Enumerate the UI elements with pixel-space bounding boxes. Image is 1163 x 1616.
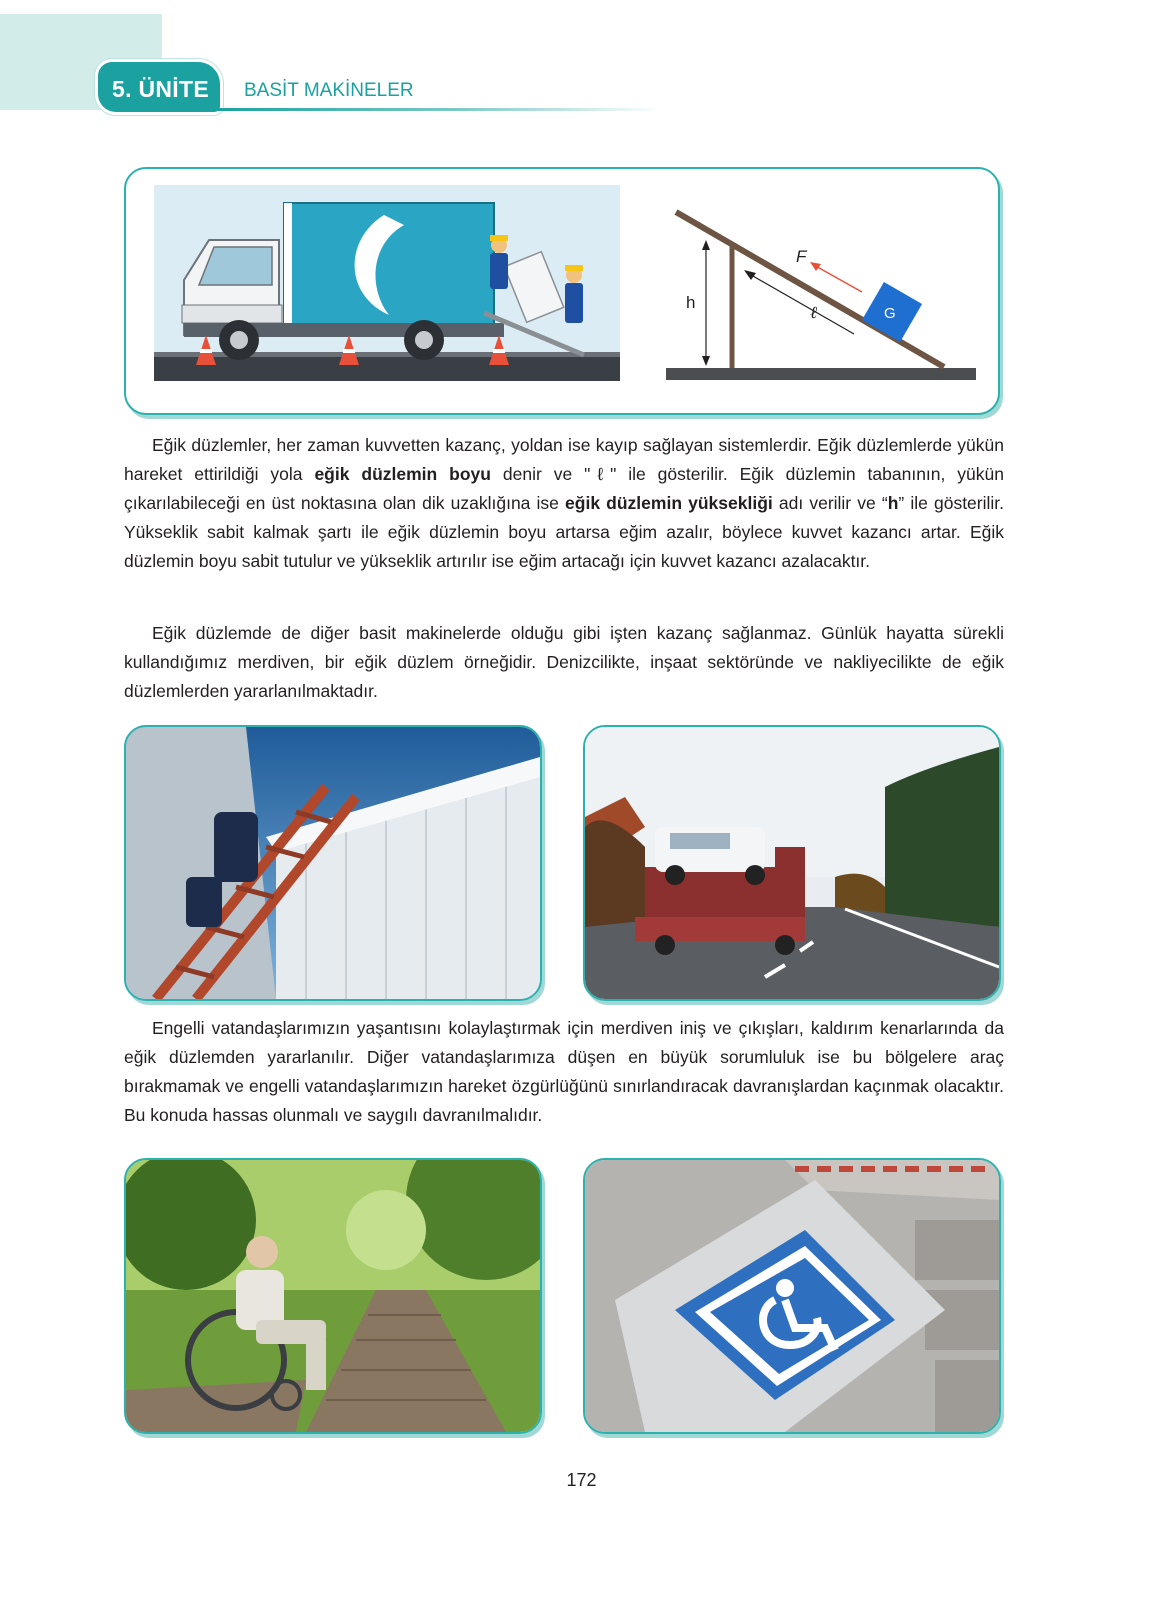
force-label: F: [796, 247, 807, 266]
photo-accessibility-ramp: [583, 1158, 1001, 1434]
paragraph-inclined-plane-definition: [124, 431, 1004, 576]
truck-ramp-illustration: [154, 185, 620, 381]
height-label: h: [686, 293, 696, 312]
photo-ladder: [124, 725, 542, 1001]
term-incline-length: eğik düzlemin boyu: [314, 464, 491, 484]
inclined-plane-diagram: [664, 200, 978, 384]
length-label: ℓ: [810, 303, 818, 322]
photo-car-carrier: [583, 725, 1001, 1001]
weight-label: G: [884, 305, 896, 322]
photo-wheelchair-ramp: [124, 1158, 542, 1434]
header-rule: [212, 108, 662, 111]
page-number: 172: [566, 1470, 597, 1490]
paragraph1-text-3: adı verilir ve “: [772, 493, 888, 513]
paragraph1-text-4: ” ile gösterilir. Yükseklik sabit kalmak şartı ile eğik düzlemin boyu artarsa eğim azalır, böylece kuvvet kazancı artar. Eğik düzlemin boyu sabit tutulur ve yükseklik artırılır ise eğim artacağı için kuvvet kazancı azalacaktır.: [124, 493, 1005, 571]
paragraph3-text: Engelli vatandaşlarımızın yaşantısını kolaylaştırmak için merdiven iniş ve çıkışları, kaldırım kenarlarında da eğik düzlemden yararlanılır. Diğer vatandaşlarımıza düşen en büyük sorumluluk ise bu bölgelere araç bırakmamak ve engelli vatandaşlarımızın hareket özgürlüğünü sınırlandıracak davranışlardan kaçınmak olacaktır. Bu konuda hassas olunmalı ve saygılı davranılmalıdır.: [124, 1018, 1004, 1125]
paragraph1-text-2: denir ve "ℓ" ile gösterilir. Eğik düzlemin tabanının, yükün çıkarılabileceği en üst noktasına olan dik uzaklığına ise: [124, 464, 1005, 513]
chapter-title: BASİT MAKİNELER: [244, 80, 414, 101]
paragraph2-text: Eğik düzlemde de diğer basit makinelerde olduğu gibi işten kazanç sağlanmaz. Günlük hayatta sürekli kullandığımız merdiven, bir eğik düzlem örneğidir. Denizcilikte, inşaat sektöründe ve nakliyecilikte de eğik düzlemlerden yararlanılmaktadır.: [124, 623, 1004, 701]
term-incline-height: eğik düzlemin yüksekliği: [565, 493, 773, 513]
paragraph-everyday-examples: [124, 619, 1004, 706]
symbol-h: h: [887, 493, 899, 513]
unit-label: 5. ÜNİTE: [112, 76, 209, 102]
paragraph1-text-1: Eğik düzlemler, her zaman kuvvetten kazanç, yoldan ise kayıp sağlayan sistemlerdir. Eğik düzlemlerde yükün hareket ettirildiği yola: [124, 435, 1004, 484]
paragraph-accessibility: [124, 1014, 1004, 1130]
